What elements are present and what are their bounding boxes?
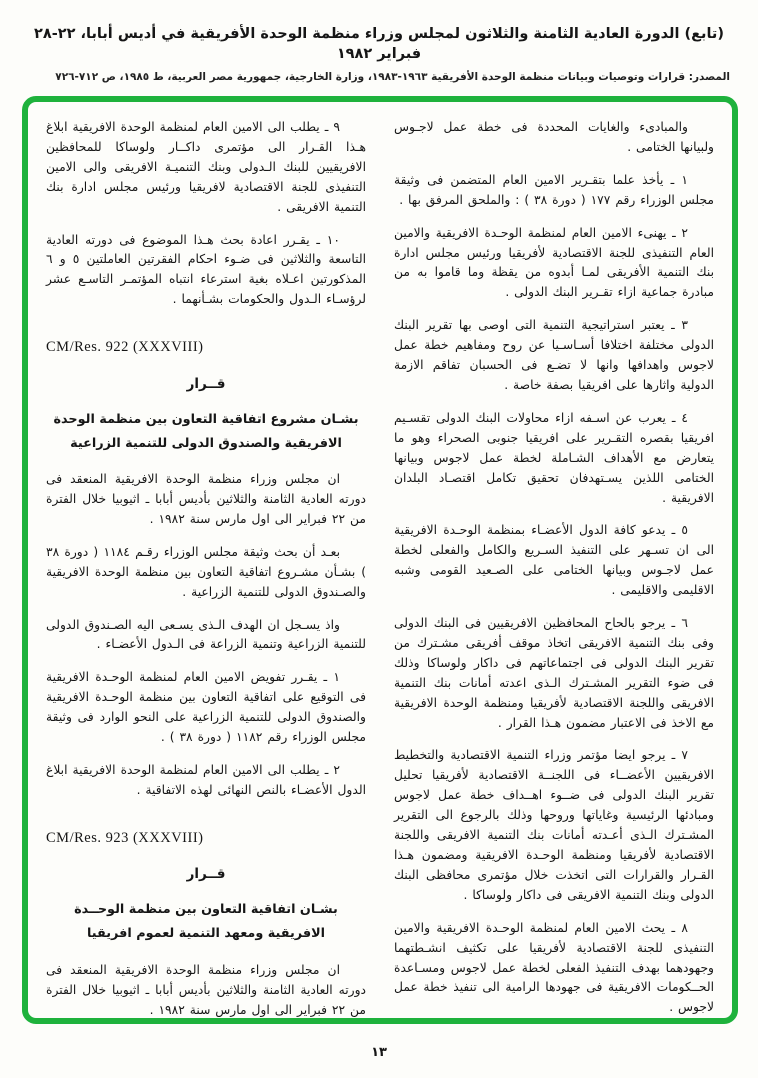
paragraph-res922-clause-2: ٢ ـ يطلب الى الامين العام لمنظمة الوحدة الافريقية ابلاغ الدول الأعضـاء بالنص النهائى لهذه الاتفاقية . [46,763,366,797]
paragraph-res922-preamble-2: بعـد أن بحث وثيقة مجلس الوزراء رقـم ١١٨٤ ( دورة ٣٨ ) بشـأن مشـروع اتفاقية التعاون بين منظمة الوحدة الافريقية والصـندوق الدولى للتنمية الزراعية . [46,544,366,599]
resolution-title-923: قــرار [186,866,226,883]
paragraph-res922-preamble-3: واذ يسـجل ان الهدف الـذى يسـعى اليه الصـندوق الدولى للتنمية الزراعية وتنمية الزراعة فى الـدول الأعضـاء . [46,617,366,652]
column-right [394,118,714,1015]
paragraph-clause-3: ٣ ـ يعتبر استراتيجية التنمية التى اوصى بها تقرير البنك الدولى مختلفة اختلافا أسـاسـيا عن روح ومفاهيم خطة عمل لاجوس واهدافها وانها لا تضـع فى الحسبان تفاقم الازمة الدولية واثارها على افريقيا بصفة خاصة . [394,318,714,392]
paragraph-clause-6: ٦ ـ يرجو بالحاح المحافظين الافريقيين فى البنك الدولى وفى بنك التنمية الافريقى اتخاذ موقف أفريقى مشـترك من تقرير البنك الدولى فى اجتماعاتهم فى داكار ولوساكا وذلك فى ضوء التقرير المشـترك الـذى اعدته أمانات بنك التنمية الافريقى واللجنة الاقتصادية لأفريقيا ومنظمة الوحدة الافريقية مع الاخذ فى الاعتبار مضمون هـذا القرار . [394,616,714,730]
green-document-frame [22,96,738,1024]
page-number: ١٣ [371,1045,387,1060]
resolution-title-922: قــرار [186,375,226,392]
paragraph-res922-preamble-1: ان مجلس وزراء منظمة الوحدة الافريقية المنعقد فى دورته العادية الثامنة والثلاثين بأديس أبابا ـ اثيوبيا خلال الفترة من ٢٢ فبراير الى اول مارس سنة ١٩٨٢ . [46,472,366,526]
resolution-subtitle-923: بشـان اتفاقية التعاون بين منظمة الوحــدة الافريقية ومعهد التنمية لعموم افريقيا [74,902,338,942]
paragraph: والمبادىء والغايات المحددة فى خطة عمل لاجـوس ولبيانها الختامى . [394,120,714,154]
resolution-ref-922: CM/Res. 922 (XXXVIII) [46,339,204,356]
paragraph-res923-preamble-1: ان مجلس وزراء منظمة الوحدة الافريقية المنعقد فى دورته العادية الثامنة والثلاثين بأديس أبابا ـ اثيوبيا خلال الفترة من ٢٢ فبراير الى اول مارس سنة ١٩٨٢ . [46,962,366,1017]
paragraph-clause-5: ٥ ـ يدعو كافة الدول الأعضـاء بمنظمة الوحـدة الافريقية الى ان تسـهر على التنفيذ السـريع والكامل والفعلى لخطة عمل لاجـوس وبيانها الختامى على الصـعيد القومى وشبه الاقليمى والاقليمى . [394,523,714,598]
paragraph-clause-2: ٢ ـ يهنىء الامين العام لمنظمة الوحـدة الافريقية والامين العام التنفيذى للجنة الاقتصادية لأفريقيا ورئيس مجلس ادارة بنك التنمية الأفريقى لمـا أبدوه من يقظة وما قاموا به من مبادرة جماعية ازاء تقـرير البنك الدولى . [394,225,714,300]
resolution-ref-923: CM/Res. 923 (XXXVIII) [46,829,204,846]
header-source-line: المصدر: قرارات وتوصيات وبيانات منظمة الوحدة الأفريقية ١٩٦٣-١٩٨٣، وزارة الخارجية، جمهورية مصر العربية، ط ١٩٨٥، ص ٧١٢-٧٢٦ [55,70,730,83]
column-left [46,118,366,1017]
paragraph-clause-9: ٩ ـ يطلب الى الامين العام لمنظمة الوحدة الافريقية ابلاغ هـذا القـرار الى مؤتمرى داكــار ولوساكا للمحافظين الافريقيين للبنك الـدولى وبنك التنميـة الافريقى والى الامين التنفيذى للجنة الاقتصادية لافريقيا ورئيس مجلس ادارة بنك التنمية الافريقى . [46,120,366,214]
paragraph-clause-4: ٤ ـ يعرب عن اسـفه ازاء محاولات البنك الدولى تقسـيم افريقيا بقصره التقـرير على افريقيا جنوبى الصحراء وهو ما يتعارض مع الأهداف الشـاملة لخطة عمل لاجوس وبيانها الختامى اللذين يسـتهدفان تحقيق تكامل اقتصـاد البلدان الافريقية . [394,410,714,505]
two-column-layout [46,118,714,1017]
paragraph-clause-10: ١٠ ـ يقـرر اعادة بحث هـذا الموضوع فى دورته العادية التاسعة والثلاثين فى ضـوء احكام الفقرتين العاملتين ٥ و ٦ المذكورتين اعـلاه بغية استرعاء انتباه المؤتمـر التاسـع عشر لرؤسـاء الـدول والحكومات بشـأنهما . [46,232,366,307]
paragraph-clause-8: ٨ ـ يحث الامين العام لمنظمة الوحـدة الافريقية والامين التنفيذى للجنة الاقتصادية لأفريقيا على تكثيف انشـطتهما وجهودهما بهدف التنفيذ الفعلى لخطة عمل لاجوس ومسـاعدة الحــكومات الافريقية فى جهودها الرامية الى تنفيذ خطة عمل لاجوس . [394,920,714,1015]
page-header [0,0,758,83]
header-session-title: (تابع) الدورة العادية الثامنة والثلاثون لمجلس وزراء منظمة الوحدة الأفريقية في أديس أبابا، ٢٢-٢٨ فبراير ١٩٨٢ [34,26,724,63]
paragraph-clause-1: ١ ـ يأخذ علما بتقـرير الامين العام المتضمن فى وثيقة مجلس الوزراء رقم ١٧٧ ( دورة ٣٨ ) : والملحق المرفق بها . [394,172,714,207]
paragraph-clause-7: ٧ ـ يرجو ايضا مؤتمر وزراء التنمية الاقتصادية والتخطيط الافريقيين الأعضــاء فى اللجنــة الاقتصادية لأفريقيا تحليل تقرير البنك الدولى فى ضــوء اهــداف خطة عمل لاجوس ومبادئها الرئيسية وغاياتها وروحها وذلك بالرجوع الى التقرير المشـترك الـذى أعـدته أمانات بنك التنمية الافريقى واللجنة الاقتصادية لأفريقيا ومنظمة الوحـدة الافريقية ومضمون هـذا القـرار والقرارات التى اتخذت خلال مؤتمرى محافظى البنك الدولى وبنك التنمية الافريقى فى داكار ولوساكا . [394,748,714,902]
paragraph-res922-clause-1: ١ ـ يقـرر تفويض الامين العام لمنظمة الوحـدة الافريقية فى التوقيع على اتفاقية التعاون بين منظمة الوحـدة الافريقية والصندوق الدولى للتنمية الزراعية على النحو الوارد فى وثيقة مجلس الوزراء رقم ١١٨٢ ( دورة ٣٨ ) . [46,670,366,745]
resolution-subtitle-922: بشـان مشروع اتفاقية التعاون بين منظمة الوحدة الافريقية والصندوق الدولى للتنمية الزراعية [53,411,359,451]
